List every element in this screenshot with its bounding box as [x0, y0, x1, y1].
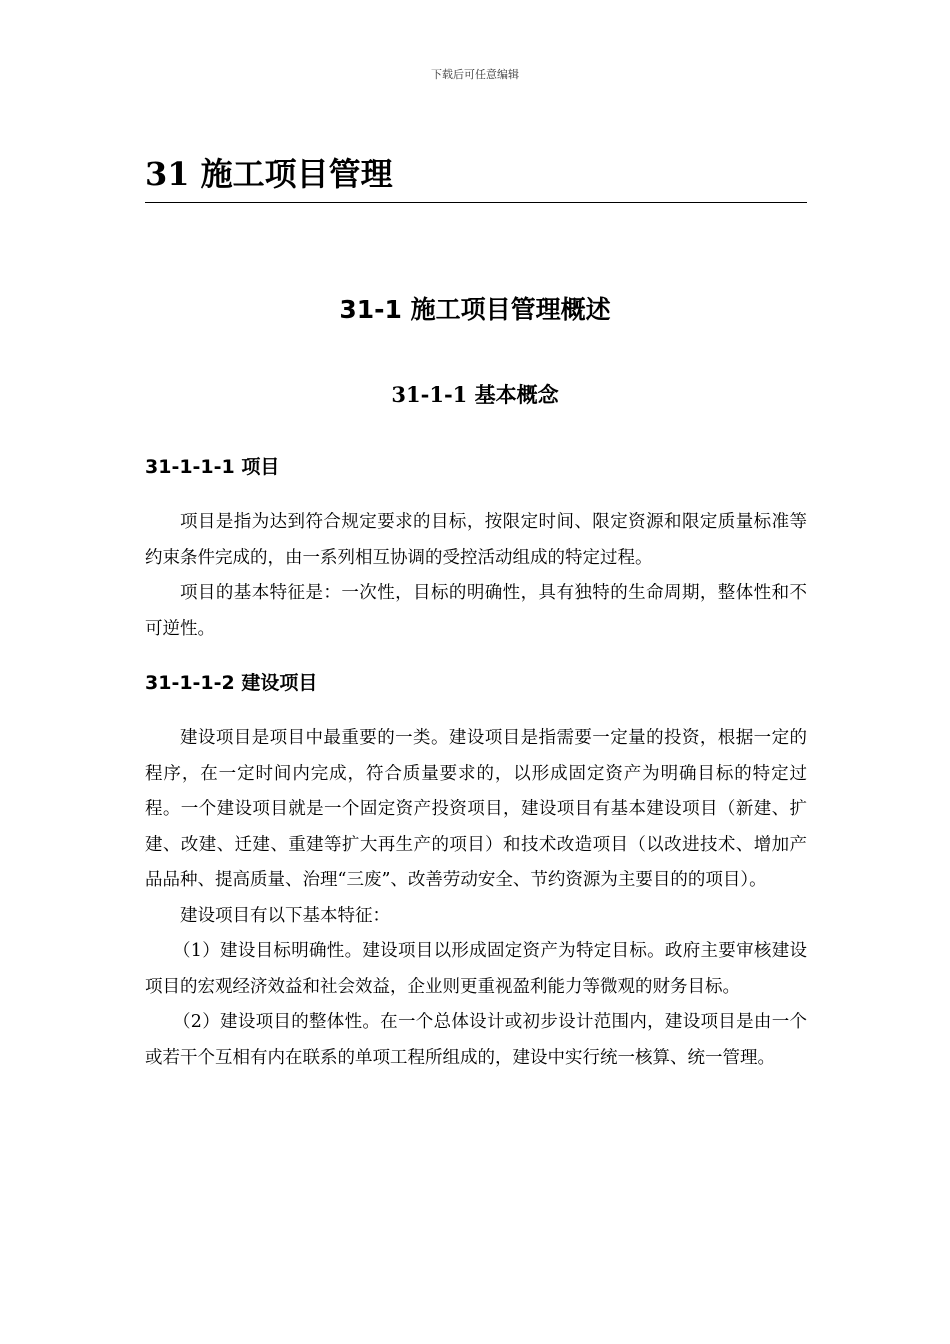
paragraph: 项目的基本特征是：一次性，目标的明确性，具有独特的生命周期，整体性和不可逆性。 [145, 583, 807, 639]
paragraph: 建设项目是项目中最重要的一类。建设项目是指需要一定量的投资，根据一定的程序，在一定时间内完成，符合质量要求的，以形成固定资产为明确目标的特定过程。一个建设项目就是一个固定资产投资项目，建设项目有基本建设项目（新建、扩建、改建、迁建、重建等扩大再生产的项目）和技术改造项目（以改进技术、增加产品品种、提高质量、治理“三废”、改善劳动安全、节约资源为主要目的的项目）。 [145, 728, 807, 890]
item-heading-project: 31-1-1-1 项目 [145, 456, 280, 478]
item-heading-construction-project: 31-1-1-2 建设项目 [145, 672, 318, 694]
subsection-title: 31-1-1 基本概念 [391, 382, 559, 407]
list-paragraph: （1）建设目标明确性。建设项目以形成固定资产为特定目标。政府主要审核建设项目的宏观经济效益和社会效益，企业则更重视盈利能力等微观的财务目标。 [145, 941, 807, 997]
header-note: 下载后可任意编辑 [431, 68, 519, 81]
item-body-construction-project [145, 721, 807, 1076]
paragraph: 建设项目有以下基本特征： [180, 905, 390, 926]
chapter-rule [145, 202, 807, 203]
paragraph: 项目是指为达到符合规定要求的目标，按限定时间、限定资源和限定质量标准等约束条件完成的，由一系列相互协调的受控活动组成的特定过程。 [145, 512, 807, 568]
chapter-title: 31 施工项目管理 [145, 155, 393, 193]
list-paragraph: （2）建设项目的整体性。在一个总体设计或初步设计范围内，建设项目是由一个或若干个互相有内在联系的单项工程所组成的，建设中实行统一核算、统一管理。 [145, 1012, 807, 1068]
item-body-project [145, 505, 807, 647]
section-title: 31-1 施工项目管理概述 [339, 295, 611, 324]
